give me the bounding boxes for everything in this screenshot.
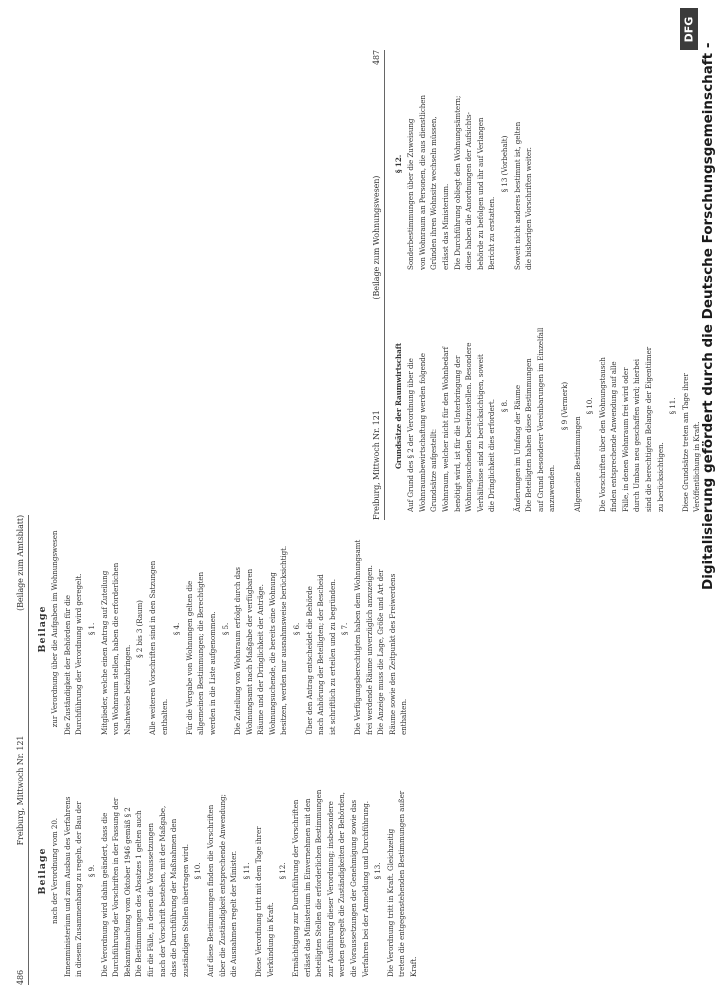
- left-col1-text-line: in diesem Zusammenhang zu regeln, der Bau der: [74, 801, 84, 977]
- right-col1-text-line: Fälle, in denen Wohnraum frei wird oder: [620, 367, 630, 512]
- right-col1-section-mark: § 9 (Vermerk): [559, 381, 569, 431]
- left-col2-text-line: Die Zuständigkeit der Behörden für die: [62, 595, 72, 735]
- right-header-title: (Beilage zum Wohnungswesen): [372, 175, 381, 300]
- right-col2-text-line: die bisherigen Vorschriften weiter.: [524, 147, 534, 270]
- left-col1-text-line: die Voraussetzungen der Genehmigung sowie das: [349, 800, 359, 977]
- left-col1-text-line: Die Bestimmungen des Absatzes 1 gelten auch: [134, 810, 144, 977]
- right-header-left: Freiburg, Mittwoch Nr. 121: [372, 410, 381, 520]
- right-col2-text-line: Sonderbestimmungen über die Zuweisung: [406, 118, 416, 270]
- right-col1-text-line: Änderungen im Umfang der Räume: [512, 384, 522, 512]
- left-col2-text-line: enthalten.: [159, 698, 169, 735]
- left-column-2: [35, 515, 421, 743]
- left-col2-text-line: Mitglieder, welche einen Antrag auf Zuteilung: [99, 570, 109, 735]
- left-col2-text-line: Räume und der Dringlichkeit der Anträge.: [256, 584, 266, 735]
- right-col1-section-mark: § 8.: [499, 399, 509, 413]
- left-header-right: (Beilage zum Amtsblatt): [16, 515, 25, 611]
- right-col2-text-line: diese haben die Anordnungen der Aufsichts-: [464, 112, 474, 270]
- right-column-1: [391, 292, 704, 520]
- right-col1-text-line: Verhältnisse sind zu berücksichtigen, soweit: [475, 354, 485, 512]
- left-col1-text-line: Ermächtigung zur Durchführung der Vorschriften: [291, 799, 301, 977]
- right-col1-text-line: anzuwenden.: [547, 464, 557, 512]
- left-col2-text-line: von Wohnraum stellen, haben die erforderlichen: [111, 562, 121, 735]
- left-col2-text-line: Die Anzeige muss die Lage, Größe und Art der: [376, 569, 386, 735]
- right-page-number: 487: [372, 50, 381, 65]
- left-col2-section-mark: § 4.: [172, 622, 182, 636]
- right-col1-section-mark: § 10.: [585, 397, 595, 415]
- left-col1-text-line: für die Fälle, in denen die Voraussetzungen: [145, 823, 155, 977]
- right-col2-text-line: Bericht zu erstatten.: [487, 196, 497, 270]
- right-col2-text-line: behörde zu befolgen und ihr auf Verlangen: [475, 117, 485, 270]
- right-col2-text-line: von Wohnraum an Personen, die aus dienstlichen: [417, 95, 427, 270]
- right-col1-text-line: Veröffentlichung in Kraft.: [692, 421, 702, 512]
- left-column-1: [35, 757, 421, 985]
- left-col1-text-line: über die Zuständigkeit entsprechende Anwendung;: [217, 794, 227, 977]
- left-col2-text-line: Über den Antrag entscheidet die Behörde: [304, 586, 314, 735]
- left-col1-text-line: Innenministerium und zum Ausbau des Verfahrens: [62, 796, 72, 977]
- left-col2-section-mark: § 7.: [340, 622, 350, 636]
- right-col1-heading: Grundsätze der Raumwirtschaft: [393, 343, 403, 469]
- right-col1-text-line: durch Umbau neu geschaffen wird; hierbei: [632, 358, 642, 512]
- left-col1-text-line: Verkündung in Kraft.: [265, 902, 275, 977]
- left-col1-text-line: Die Verordnung tritt in Kraft. Gleichzeitig: [385, 828, 395, 977]
- left-col1-text-line: Verfahren bei der Anmeldung und Durchführung.: [360, 801, 370, 977]
- left-col2-section-mark: § 2 bis 3 (Raum): [135, 600, 145, 658]
- left-col1-text-line: erlässt das Ministerium im Einvernehmen mit den: [302, 798, 312, 977]
- right-col2-text-line: Soweit nicht anderes bestimmt ist, gelten: [512, 121, 522, 270]
- left-running-header: [16, 515, 29, 985]
- left-page-number: 486: [16, 970, 25, 985]
- left-col1-text-line: Bekanntmachung vom Oktober 1946 gemäß § 2: [122, 807, 132, 977]
- right-columns: [391, 50, 704, 520]
- left-header-title: Freiburg, Mittwoch Nr. 121: [16, 735, 25, 846]
- right-col1-text-line: Grundsätze aufgestellt:: [429, 428, 439, 512]
- right-col1-body: [406, 292, 702, 520]
- right-col1-text-line: zu berücksichtigen.: [655, 442, 665, 512]
- left-col1-text-line: zuständigen Stellen übertragen wird.: [180, 844, 190, 977]
- left-col1-text-line: Durchführung der Vorschriften in der Fassung der: [111, 797, 121, 977]
- right-col1-text-line: Auf Grund des § 2 der Verordnung über die: [406, 358, 416, 512]
- right-col2-text-line: erlässt das Ministerium.: [440, 183, 450, 270]
- right-col1-text-line: Wohnraum, welcher nicht für den Wohnbedarf: [440, 346, 450, 512]
- right-col1-text-line: Die Vorschriften über den Wohnungstausch: [597, 357, 607, 512]
- right-col1-text-line: auf Grund besonderer Vereinbarungen im Einzelfall: [535, 327, 545, 512]
- left-col2-text-line: Wohnungsamt nach Maßgabe der verfügbaren: [244, 568, 254, 735]
- dfg-logo: [680, 8, 698, 50]
- left-col2-section-mark: § 6.: [292, 622, 302, 636]
- right-col2-body: [406, 50, 534, 278]
- right-col2-text-line: Die Durchführung obliegt den Wohnungsämtern;: [452, 95, 462, 270]
- right-column-2: [391, 50, 704, 278]
- left-col1-text-line: zur Ausführung dieser Verordnung; insbesondere: [325, 801, 335, 977]
- right-col1-text-line: Diese Grundsätze treten am Tage ihrer: [680, 373, 690, 512]
- left-col1-section-mark: § 13.: [373, 862, 383, 880]
- right-col1-text-line: Allgemeine Bestimmungen: [572, 416, 582, 512]
- left-page: [16, 515, 418, 985]
- right-col1-text-line: Wohnraumbewirtschaftung werden folgende: [417, 353, 427, 512]
- right-col1-text-line: benötigt wird, ist für die Unterbringung der: [452, 355, 462, 512]
- left-col1-section-mark: § 9.: [86, 864, 96, 878]
- left-col2-text-line: Die Zuteilung von Wohnraum erfolgt durch das: [233, 567, 243, 735]
- left-col2-text-line: Alle weiteren Vorschriften sind in den Satzungen: [147, 560, 157, 735]
- right-page: [372, 50, 702, 520]
- right-col1-text-line: Wohnungsuchenden bereitzustellen. Besondere: [464, 342, 474, 512]
- left-col1-text-line: Diese Verordnung tritt mit dem Tage ihrer: [254, 826, 264, 977]
- left-col2-text-line: Durchführung der Verordnung wird geregelt.: [74, 573, 84, 735]
- left-col2-text-line: frei werdende Räume unverzüglich anzuzeigen.: [364, 565, 374, 735]
- left-col2-text-line: ist schriftlich zu erteilen und zu begründen.: [327, 579, 337, 735]
- left-col2-text-line: Wohnungsuchende, die bereits eine Wohnung: [267, 572, 277, 735]
- left-col2-text-line: nach Anhörung der Beteiligten; der Bescheid: [316, 574, 326, 735]
- right-col2-heading: § 12.: [393, 154, 403, 174]
- dfg-credit-text: Digitalisierung gefördert durch die Deutsche Forschungsgemeinschaft -: [700, 42, 716, 590]
- left-col1-body: [63, 757, 419, 985]
- right-col1-section-mark: § 11.: [668, 397, 678, 415]
- left-col1-text-line: treten die entgegenstehenden Bestimmungen außer: [397, 790, 407, 977]
- left-col2-section-mark: § 1.: [86, 622, 96, 636]
- left-col2-body: [63, 515, 409, 743]
- left-col2-subheading: zur Verordnung über die Aufgaben im Wohnungswesen: [50, 530, 60, 728]
- left-col1-section-mark: § 12.: [278, 862, 288, 880]
- dfg-logo-text: DFG: [682, 16, 696, 42]
- left-col2-text-line: werden in die Liste aufgenommen.: [207, 611, 217, 735]
- left-col1-text-line: nach der Vorschrift bestehen, mit der Maßgabe,: [157, 805, 167, 977]
- left-col2-text-line: besitzen, werden nur ausnahmsweise berücksichtigt.: [279, 545, 289, 735]
- left-col2-text-line: Die Verfügungsberechtigten haben dem Wohnungsamt: [353, 539, 363, 735]
- left-col2-text-line: Nachweise beizubringen.: [122, 644, 132, 735]
- left-col1-text-line: beteiligten Stellen die erforderlichen Bestimmungen: [314, 789, 324, 977]
- left-col1-section-mark: § 11.: [241, 862, 251, 880]
- left-columns: [35, 515, 421, 985]
- right-col1-text-line: finden entsprechende Anwendung auf alle: [609, 361, 619, 512]
- left-col1-text-line: Auf diese Bestimmungen finden die Vorschriften: [205, 804, 215, 977]
- right-col1-text-line: die Dringlichkeit dies erfordert.: [487, 399, 497, 512]
- left-col1-heading: Beilage: [36, 847, 48, 895]
- left-col1-text-line: werden geregelt die Zuständigkeiten der Behörden,: [337, 792, 347, 977]
- left-col1-text-line: Die Verordnung wird dahin geändert, dass die: [99, 812, 109, 977]
- left-col2-text-line: allgemeinen Bestimmungen; die Berechtigten: [196, 571, 206, 735]
- right-col2-text-line: Gründen ihren Wohnsitz wechseln müssen,: [429, 116, 439, 270]
- right-col1-text-line: Die Beteiligten haben diese Bestimmungen: [524, 358, 534, 512]
- left-col2-text-line: Räume sowie den Zeitpunkt des Freiwerdens: [387, 573, 397, 735]
- right-col2-section-mark: § 13 (Vorbehalt): [499, 135, 509, 193]
- left-col1-text-line: dass die Durchführung der Maßnahmen den: [169, 818, 179, 977]
- left-col1-subheading: nach der Verordnung vom 20.: [50, 818, 60, 925]
- left-col1-text-line: Kraft.: [409, 956, 418, 977]
- left-col1-text-line: die Ausnahmen regelt der Minister.: [229, 850, 239, 977]
- right-running-header: [372, 50, 385, 520]
- left-col2-section-mark: § 5.: [220, 622, 230, 636]
- right-col1-text-line: sind die berechtigten Belange der Eigentümer: [644, 346, 654, 512]
- left-col2-text-line: Für die Vergabe von Wohnungen gelten die: [184, 580, 194, 735]
- left-col1-section-mark: § 10.: [193, 862, 203, 880]
- left-col2-heading: Beilage: [36, 605, 48, 653]
- left-col2-text-line: enthalten.: [399, 698, 409, 735]
